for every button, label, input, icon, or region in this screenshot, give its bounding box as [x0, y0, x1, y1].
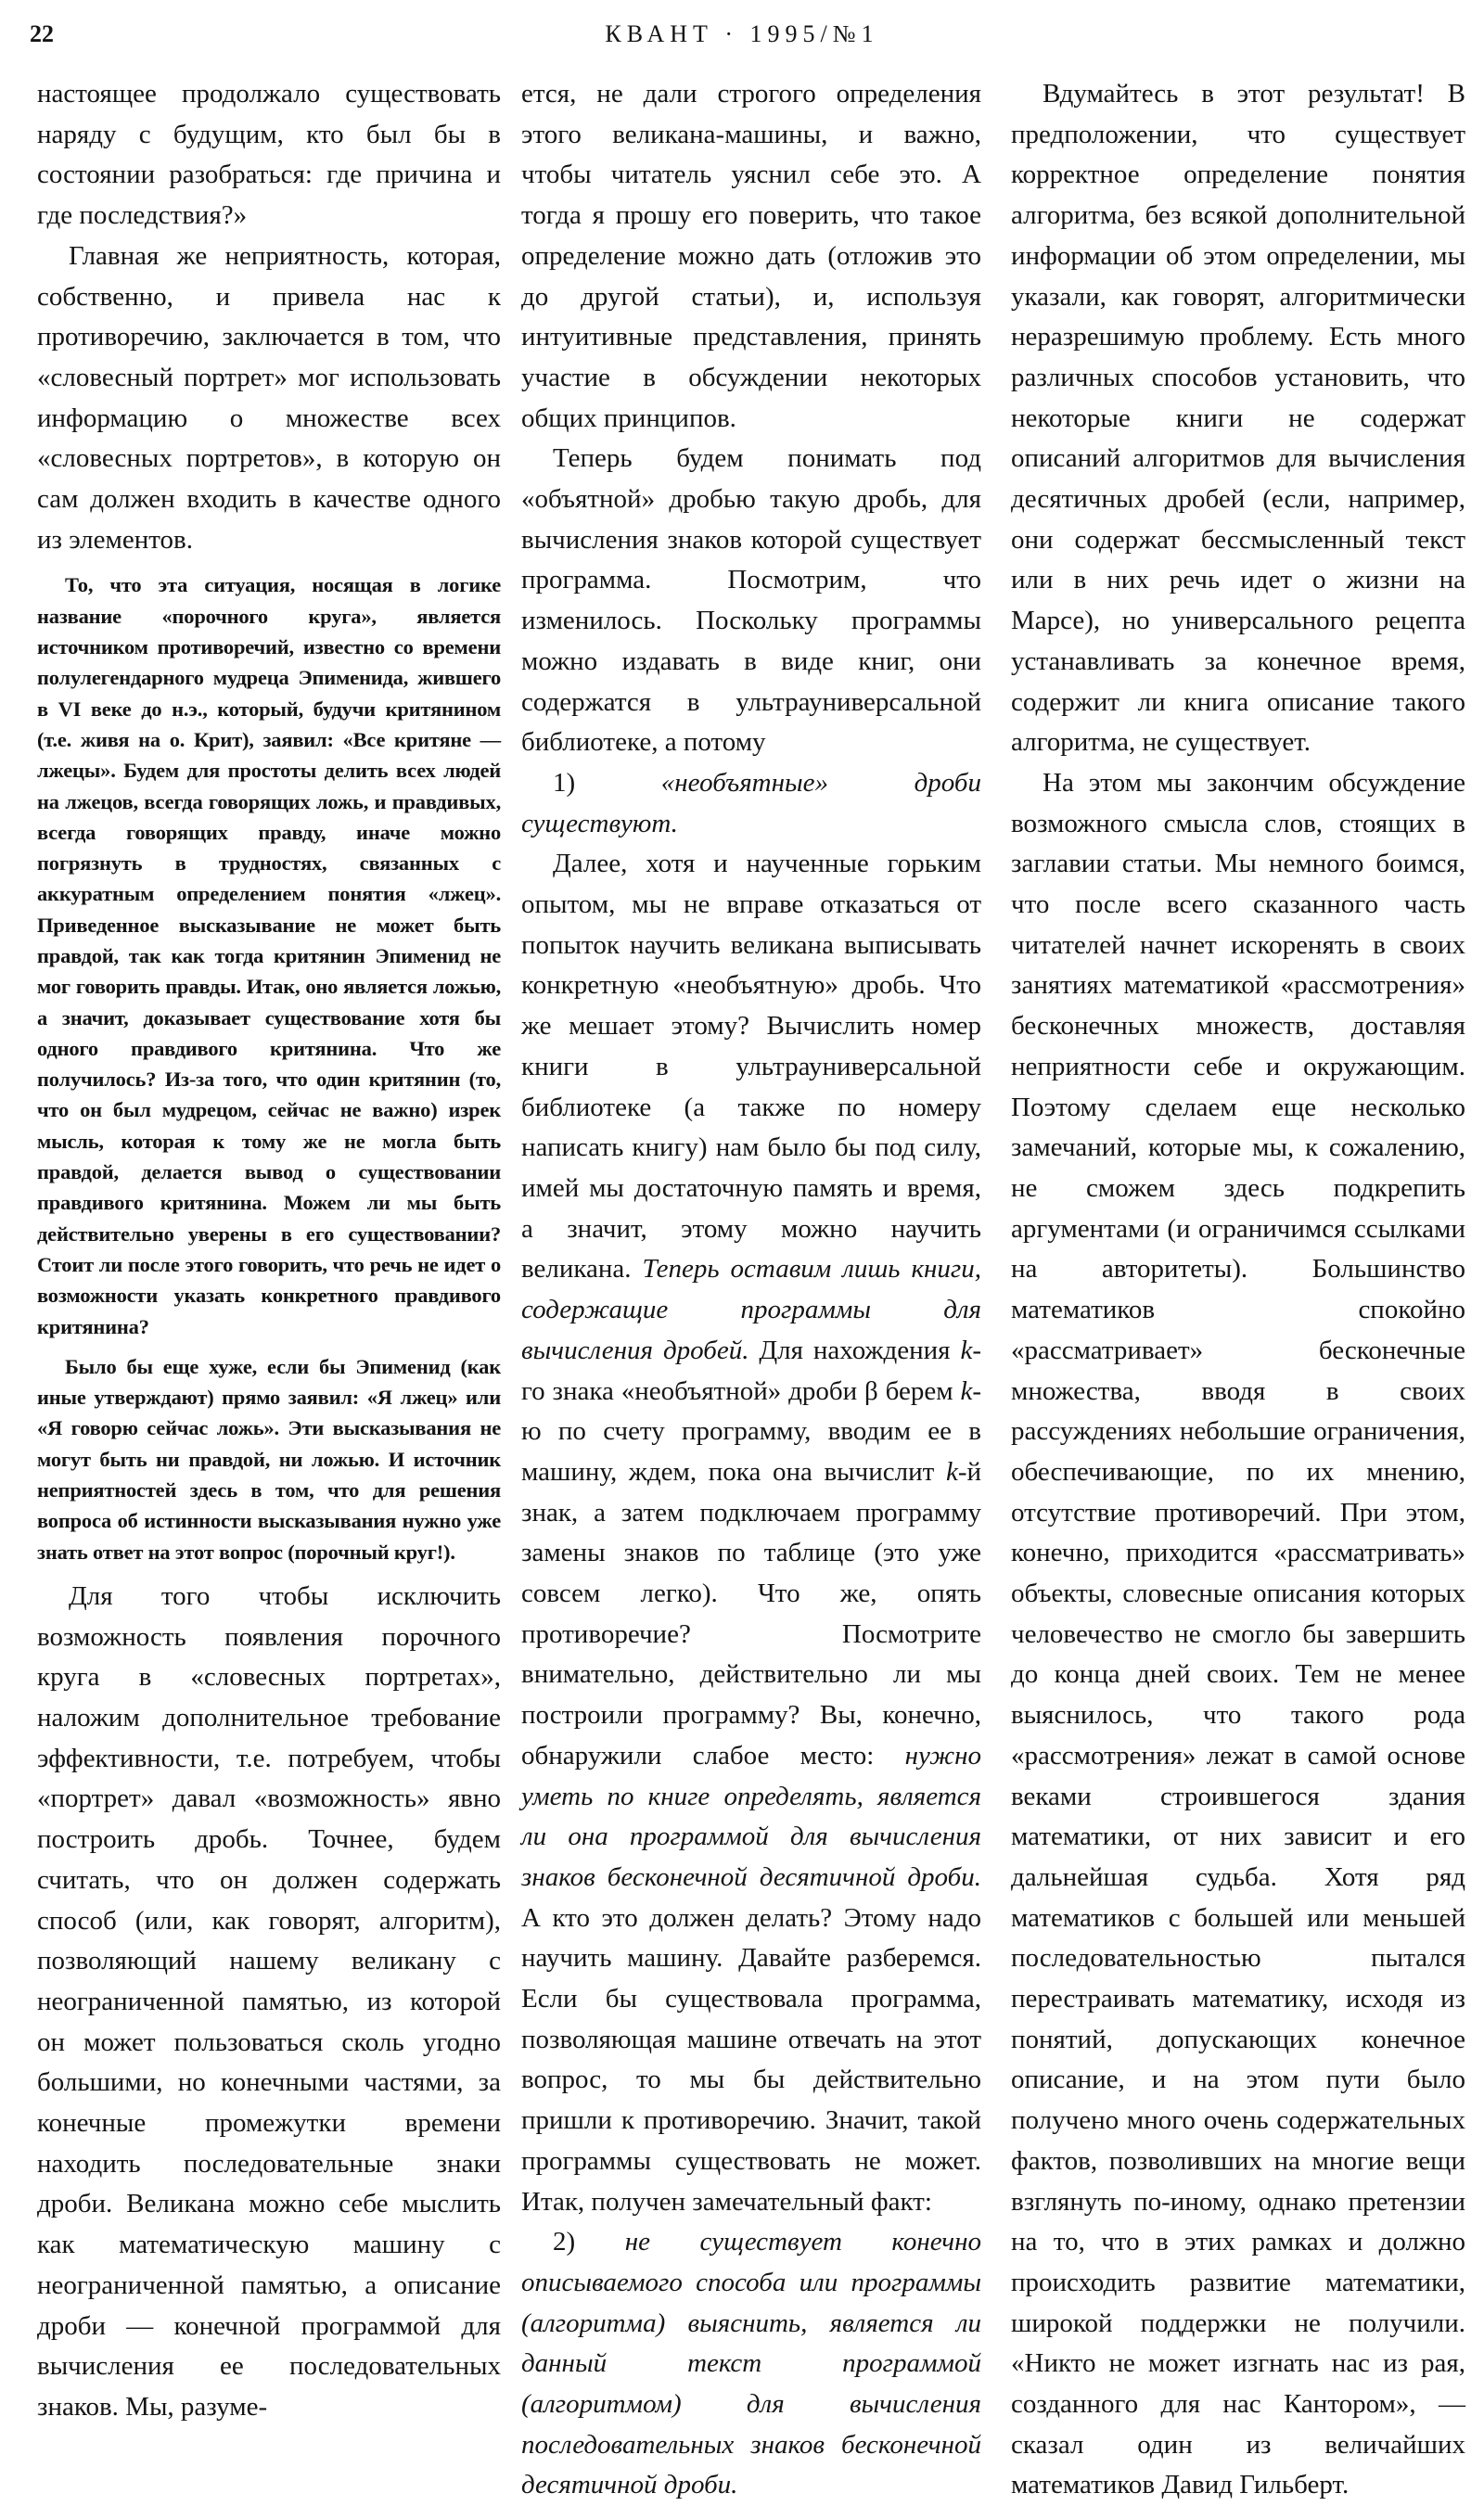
text-column-3	[1011, 74, 1465, 2506]
body-paragraph	[521, 74, 981, 439]
text-run: Для того чтобы исключить возможность появления порочного круга в «словесных портретах», наложим дополнительное требование эффективности, т.е. потребуем, чтобы «портрет» давал «возможность» явно построить дробь. Точнее, будем считать, что он должен содержать способ (или, как говорят, алгоритм), позволяющий нашему великану с неограниченной памятью, из которой он может пользоваться сколь угодно большими, но конечными частями, за конечные промежутки времени находить последовательные знаки дроби. Великана можно себе мыслить как математическую машину с неограниченной памятью, а описание дроби — конечной программой для вычисления ее последовательных знаков. Мы, разуме-	[37, 1580, 501, 2422]
body-paragraph	[521, 2222, 981, 2506]
italic-text: k	[945, 1456, 958, 1487]
italic-text: k	[960, 1375, 973, 1406]
text-run: -го знака «необъятной» дроби β берем	[521, 1335, 981, 1406]
text-run: Для нахождения	[748, 1335, 961, 1365]
body-paragraph	[37, 1577, 501, 2428]
body-paragraph	[37, 237, 501, 561]
text-run: Далее, хотя и наученные горьким опытом, мы не вправе отказаться от попыток научить великана выписывать конкретную «необъятную» дробь. Что же мешает этому? Вычислить номер книги в ультрауниверсальной библиотеке (а также по номеру написать книгу) нам было бы под силу, имей мы достаточную память и время, а значит, этому можно научить великана.	[521, 849, 981, 1285]
text-run: А кто это должен делать? Этому надо научить машину. Давайте разберемся. Если бы существовала программа, позволяющая машине отвечать на этот вопрос, то мы бы действительно пришли к противоречию. Значит, такой программы существовать не может. Итак, получен замечательный факт:	[521, 1902, 981, 2217]
text-run: Вдумайтесь в этот результат! В предположении, что существует корректное определение понятия алгоритма, без всякой дополнительной информации об этом определении, мы указали, как говорят, алгоритмически неразрешимую проблему. Есть много различных способов установить, что некоторые книги не содержат описаний алгоритмов для вычисления десятичных дробей (если, например, они содержат бессмысленный текст или в них речь идет о жизни на Марсе), но универсального рецепта устанавливать за конечное время, содержит ли книга описание такого алгоритма, не существует.	[1011, 79, 1465, 758]
body-paragraph	[521, 763, 981, 844]
italic-text: «необъятные» дроби существуют.	[521, 767, 981, 838]
text-column-2	[521, 74, 981, 2506]
body-paragraph	[1011, 763, 1465, 2506]
body-paragraph	[521, 439, 981, 763]
text-run: Теперь будем понимать под «объятной» дробью такую дробь, для вычисления знаков которой существует программа. Посмотрим, что изменилось. Поскольку программы можно издавать в виде книг, они содержатся в ультрауниверсальной библиотеке, а потому	[521, 443, 981, 758]
text-run: настоящее продолжало существовать наряду с будущим, кто был бы в состоянии разобраться: где причина и где последствия?»	[37, 79, 501, 231]
body-paragraph	[521, 844, 981, 2222]
footnote-paragraph	[37, 1351, 501, 1567]
italic-text: k	[960, 1335, 973, 1365]
text-run: На этом мы закончим обсуждение возможного смысла слов, стоящих в заглавии статьи. Мы немного боимся, что после всего сказанного часть читателей начнет искоренять в своих занятиях математикой «рассмотрения» бесконечных множеств, доставляя неприятности себе и окружающим. Поэтому сделаем еще несколько замечаний, которые мы, к сожалению, не сможем здесь подкрепить аргументами (и ограничимся ссылками на авторитеты). Большинство математиков спокойно «рассматривает» бесконечные множества, вводя в своих рассуждениях небольшие ограничения, обеспечивающие, по их мнению, отсутствие противоречий. При этом, конечно, приходится «рассматривать» объекты, словесные описания которых человечество не смогло бы завершить до конца дней своих. Тем не менее выяснилось, что такого рода «рассмотрения» лежат в самой основе веками строившегося здания математики, от них зависит и его дальнейшая судьба. Хотя ряд математиков с большей или меньшей последовательностью пытался перестраивать математику, исходя из понятий, допускающих конечное описание, и на этом пути было получено много очень содержательных фактов, позволивших на многие вещи взглянуть по-иному, однако претензии на то, что в этих рамках и должно происходить развитие математики, широкой поддержки не получили. «Никто не может изгнать нас из рая, созданного для нас Кантором», — сказал один из величайших математиков Давид Гильберт.	[1011, 767, 1465, 2500]
italic-text: не существует конечно описываемого способа или программы (алгоритма) выяснить, является ли данный текст программой (алгоритмом) для вычисления последовательных знаков бесконечной десятичной дроби.	[521, 2227, 981, 2500]
running-title: КВАНТ · 1995/№1	[605, 20, 879, 47]
text-run: Было бы еще хуже, если бы Эпименид (как иные утверждают) прямо заявил: «Я лжец» или «Я говорю сейчас ложь». Эти высказывания не могут быть ни правдой, ни ложью. И источник неприятностей здесь в том, что для решения вопроса об истинности высказывания нужно уже знать ответ на этот вопрос (порочный круг!).	[37, 1354, 501, 1564]
text-run: 2)	[553, 2227, 625, 2257]
text-run: Главная же неприятность, которая, собственно, и привела нас к противоречию, заключается в том, что «словесный портрет» мог использовать информацию о множестве всех «словесных портретов», в которую он сам должен входить в качестве одного из элементов.	[37, 240, 501, 555]
footnote-paragraph	[37, 569, 501, 1341]
body-paragraph	[1011, 74, 1465, 763]
page-number: 22	[30, 20, 54, 47]
text-column-1	[37, 74, 501, 2428]
italic-text: нужно уметь по книге определять, является ли она программой для вычисления знаков бесконечной десятичной дроби.	[521, 1740, 981, 1892]
italic-text: Теперь оставим лишь книги, содержащие программы для вычисления дробей.	[521, 1254, 981, 1365]
text-run: ется, не дали строгого определения этого великана-машины, и важно, чтобы читатель уяснил себе это. А тогда я прошу его поверить, что такое определение можно дать (отложив это до другой статьи), и, используя интуитивные представления, принять участие в обсуждении некоторых общих принципов.	[521, 79, 981, 433]
text-run: 1)	[553, 767, 661, 798]
body-paragraph	[37, 74, 501, 237]
text-run: -ю по счету программу, вводим ее в машину, ждем, пока она вычислит	[521, 1375, 981, 1487]
text-run: -й знак, а затем подключаем программу замены знаков по таблице (это уже совсем легко). Что же, опять противоречие? Посмотрите внимательно, действительно ли мы построили программу? Вы, конечно, обнаружили слабое место:	[521, 1456, 981, 1771]
text-run: То, что эта ситуация, носящая в логике название «порочного круга», является источником противоречий, известно со времени полулегендарного мудреца Эпименида, жившего в VI веке до н.э., который, будучи критянином (т.е. живя на о. Крит), заявил: «Все критяне — лжецы». Будем для простоты делить всех людей на лжецов, всегда говорящих ложь, и правдивых, всегда говорящих правду, иначе можно погрязнуть в трудностях, связанных с аккуратным определением понятия «лжец». Приведенное высказывание не может быть правдой, так как тогда критянин Эпименид не мог говорить правды. Итак, оно является ложью, а значит, доказывает существование хотя бы одного правдивого критянина. Что же получилось? Из-за того, что один критянин (то, что он был мудрецом, сейчас не важно) изрек мысль, которая к тому же не могла быть правдой, делается вывод о существовании правдивого критянина. Можем ли мы быть действительно уверены в его существовании? Стоит ли после этого говорить, что речь не идет о возможности указать конкретного правдивого критянина?	[37, 573, 501, 1338]
